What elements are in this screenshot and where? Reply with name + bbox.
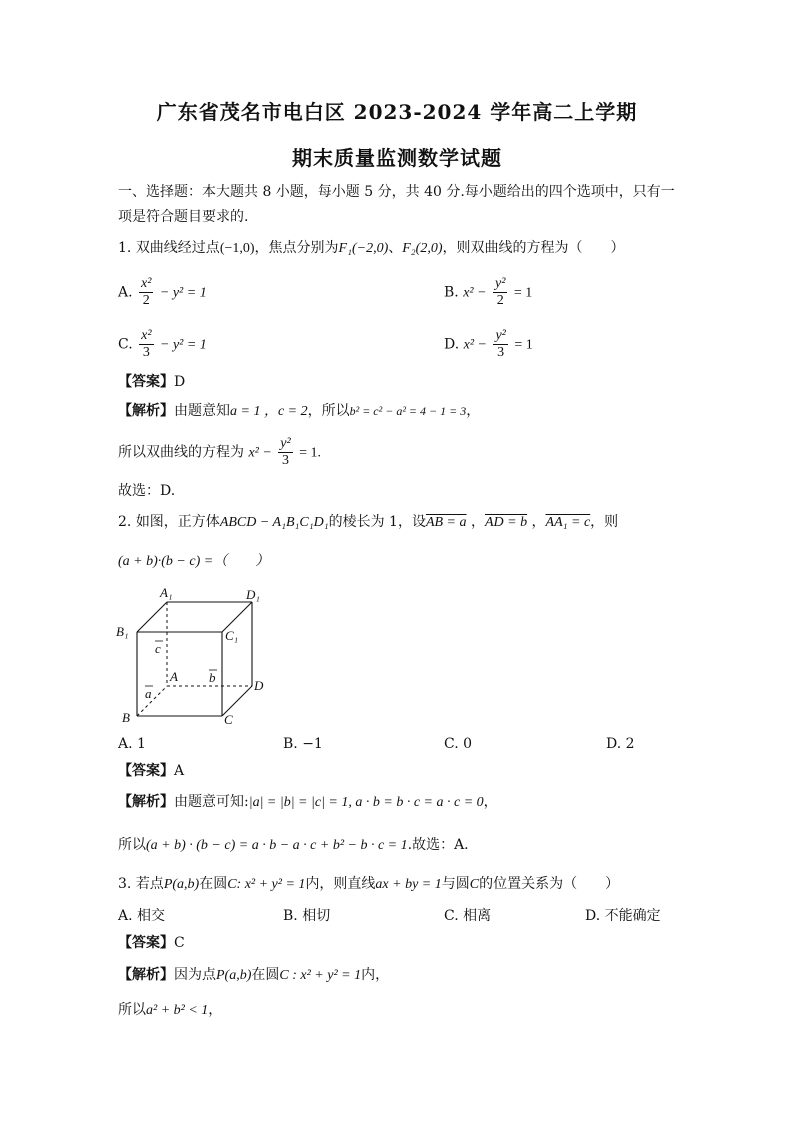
q1-text-a: 双曲线经过点 [135, 240, 220, 256]
q1-option-a [118, 276, 207, 309]
vertex-label-a1: A₁ [160, 585, 173, 600]
q2-analysis-line1: 【解析】由题意可知:|a| = |b| = |c| = 1, a · b = b · c = a · c = 0， [118, 794, 498, 810]
vertex-label-c1: C₁ [225, 628, 239, 643]
analysis-tag: 【解析】 [118, 403, 174, 419]
option-label: A. [118, 284, 133, 301]
q1-answer [118, 373, 185, 391]
answer-value: A [174, 763, 185, 779]
cube-figure [112, 584, 272, 734]
q1-analysis-line2: 所以双曲线的方程为 x² − $\frac{\text{y²}}{3}$ = 1. [118, 436, 322, 468]
q2-stem-line1: 2. 如图，正方体ABCD − A₁B₁C₁D₁的棱长为 1，设AB = a ，AD = b ，AA₁ = c，则 [118, 514, 619, 530]
q3-option-d: D. 不能确定 [585, 908, 661, 924]
option-label: B. [444, 284, 459, 301]
q1-sep: 、 [388, 240, 403, 256]
option-expr: x² − [463, 337, 487, 353]
q1-focus1: F₁(−2,0) [338, 241, 389, 256]
q1-option-c [118, 328, 207, 361]
q2-number: 2. [118, 514, 132, 530]
vertex-label-b1: B₁ [116, 624, 129, 639]
section-heading-line2: 项是符合题目要求的. [118, 209, 249, 225]
analysis-tag: 【解析】 [118, 967, 174, 983]
vertex-label-c: C [224, 712, 233, 727]
page-title-line1: 广东省茂名市电白区 2023-2024 学年高二上学期 [156, 100, 638, 124]
answer-tag: 【答案】 [118, 763, 174, 779]
q3-answer [118, 934, 185, 952]
q2-answer [118, 762, 184, 780]
fraction: $\frac{\text{y²}}{3}$ [280, 436, 291, 468]
answer-tag: 【答案】 [118, 935, 174, 951]
q1-conclusion: 故选：D. [118, 483, 176, 499]
hidden-edge [137, 686, 167, 716]
option-expr: = 1 [514, 337, 533, 353]
answer-tag: 【答案】 [118, 374, 174, 390]
q1-option-b [444, 276, 532, 309]
fraction: $\frac{\text{y²}}{3}$ [495, 328, 506, 360]
q1-stem [118, 239, 625, 258]
q1-text-c: ，则双曲线的方程为（ ） [442, 240, 625, 256]
option-expr: − y² = 1 [159, 285, 207, 301]
q1-point: (−1,0) [219, 241, 255, 256]
q2-option-c: C. 0 [444, 736, 473, 752]
option-expr: = 1 [513, 285, 533, 301]
answer-value: C [174, 935, 185, 951]
q1-number: 1. [118, 240, 132, 256]
q1-focus2: F₂(2,0) [402, 241, 443, 256]
q2-option-b: B. −1 [283, 736, 323, 752]
cube-name: ABCD − A₁B₁C₁D₁ [219, 515, 329, 530]
vector-label-b: b [209, 670, 216, 685]
option-expr: x² − [463, 285, 487, 301]
page-title-line2: 期末质量监测数学试题 [292, 146, 502, 170]
vector-label-c: c [155, 641, 161, 656]
edge [137, 602, 167, 632]
q2-expression: (a + b)·(b − c) =（ ） [118, 554, 270, 569]
q3-stem: 3. 若点P(a,b)在圆C: x² + y² = 1内，则直线ax + by = 1与圆C的位置关系为（ ） [118, 876, 620, 892]
vertex-label-d1: D₁ [246, 587, 260, 602]
q1-text-b: ，焦点分别为 [254, 240, 339, 256]
vertex-label-b: B [122, 710, 130, 725]
option-label: C. [118, 336, 133, 353]
option-label: D. [444, 336, 460, 353]
q1-analysis-line1: 【解析】由题意知a = 1 ，c = 2，所以b² = c² − a² = 4 − 1 = 3， [118, 403, 481, 419]
q2-analysis-line2: 所以(a + b) · (b − c) = a · b − a · c + b² − b · c = 1.故选：A. [118, 837, 469, 853]
analysis-tag: 【解析】 [118, 794, 174, 810]
vector-label-a: a [145, 686, 152, 701]
vertex-label-d: D [254, 678, 264, 693]
q2-stem-line2 [118, 552, 269, 571]
fraction: $\frac{\text{y²}}{2}$ [495, 276, 506, 308]
option-expr: − y² = 1 [160, 337, 207, 353]
q3-option-a: A. 相交 [118, 908, 166, 924]
vertex-label-a: A [170, 669, 178, 684]
q3-number: 3. [118, 876, 132, 892]
fraction: $\frac{\text{x²}}{2}$ [141, 276, 152, 308]
fraction: $\frac{\text{x²}}{3}$ [141, 328, 152, 360]
q3-option-b: B. 相切 [283, 908, 331, 924]
q3-analysis-line1: 【解析】因为点P(a,b)在圆C : x² + y² = 1内， [118, 967, 390, 983]
answer-value: D [174, 374, 186, 390]
section-heading-line1: 一、选择题：本大题共 8 小题，每小题 5 分，共 40 分.每小题给出的四个选项中，只有一 [118, 184, 675, 200]
q1-option-d [444, 328, 533, 361]
q2-option-d: D. 2 [606, 736, 635, 752]
q3-analysis-line2: 所以a² + b² < 1， [118, 1002, 223, 1018]
q2-option-a: A. 1 [118, 736, 146, 752]
q3-option-c: C. 相离 [444, 908, 492, 924]
